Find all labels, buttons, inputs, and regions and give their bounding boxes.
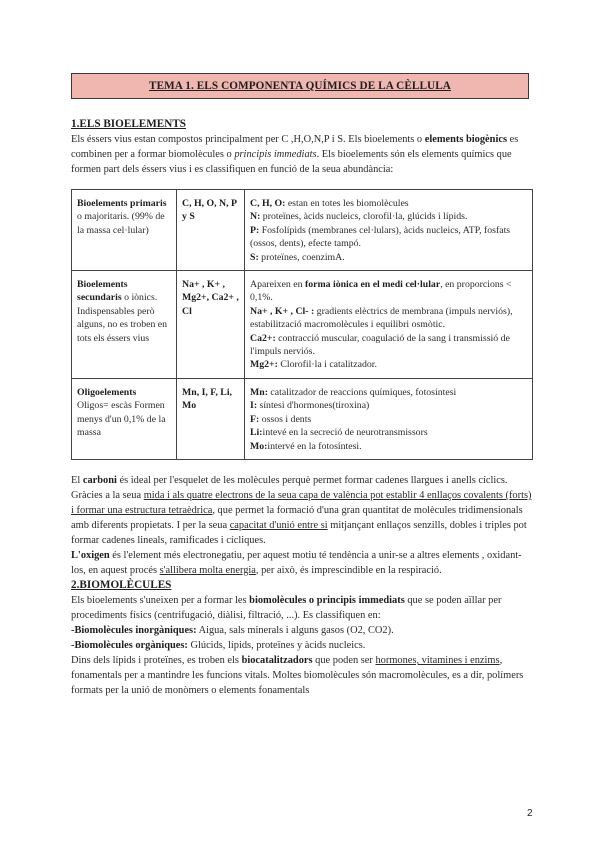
text: síntesi d'hormones(tiroxina): [257, 400, 370, 412]
table-cell: [245, 190, 533, 271]
label: Ca2+:: [250, 332, 276, 344]
page-number: 2: [527, 808, 533, 819]
text: , en proporcions < 0,1%.: [250, 279, 512, 304]
text: , fonamentals per a mantindre les funcions vitals. Moltes biomolècules són macromolècules, es a dir, polímers formats per la unió de monòmers o elements fonamentals: [71, 655, 524, 696]
cell-line: [250, 358, 528, 371]
cell-line: [250, 440, 528, 453]
cell-line: [250, 224, 528, 251]
biocatalysts-paragraph: [71, 653, 533, 698]
cell-line: [250, 386, 528, 399]
text: mitjançant enllaços senzills, dobles i triples pot formar cadenes lineals, ramificades i cícliques.: [71, 520, 527, 546]
label: P:: [250, 224, 260, 236]
carbon-paragraph: [71, 473, 533, 548]
table-cell: [72, 190, 177, 271]
row-name: Oligoelements: [77, 386, 137, 398]
inorganic-item: [71, 623, 533, 638]
bold-term: elements biogènics: [424, 134, 507, 145]
label: Mg2+:: [250, 359, 278, 371]
italic-term: principis immediats: [234, 149, 317, 160]
text: estan en totes les biomolècules: [285, 198, 409, 209]
intro-paragraph: [71, 132, 533, 177]
table-cell: [72, 378, 177, 459]
section-heading-bioelements: 1.ELS BIOELEMENTS: [71, 118, 187, 130]
text: gradients elèctrics de membrana (impuls nerviós), estabilització macromolècules i equilibri osmòtic.: [250, 305, 513, 331]
underlined-text: hormones, vitamines i enzims: [375, 655, 500, 666]
cell-line: [250, 399, 528, 412]
table-row: [72, 271, 533, 379]
text: ossos i dents: [259, 413, 312, 425]
bioelements-table: [71, 189, 533, 460]
text: Clorofil·la i catalitzador.: [277, 359, 377, 371]
row-desc: Oligos= escàs Formen menys d'un 0,1% de la massa: [77, 400, 166, 439]
cell-line: [250, 197, 528, 210]
label: F:: [250, 413, 260, 425]
biomolecules-intro: [71, 593, 533, 623]
cell-line: [250, 305, 528, 332]
cell-line: [250, 332, 528, 359]
text: , per això, és imprescindible en la respiració.: [255, 565, 442, 576]
oxygen-paragraph: [71, 548, 533, 578]
label: S:: [250, 251, 259, 263]
text: es combinen per a formar biomolècules o: [71, 134, 519, 160]
bold-term: -Biomolècules inorgàniques:: [71, 625, 197, 636]
text: , que permet la formació d'una gran quantitat de molècules tridimensionals amb diferents propietats. I per la seua: [71, 505, 523, 531]
underlined-text: s'allibera molta energia: [159, 565, 256, 576]
text: contracció muscular, coagulació de la sang i transmissió de l'impuls nerviós.: [250, 332, 510, 358]
text: . Els bioelements són els elements químics que formen part dels éssers vius i es classifiquen en funció de la seua abundància:: [71, 149, 512, 175]
text: Apareixen en: [250, 279, 305, 291]
text: Dins dels lípids i proteïnes, es troben els: [71, 655, 242, 666]
row-name: Bioelements secundaris: [77, 279, 128, 304]
text: Aigua, sals minerals i alguns gasos (O2, CO2).: [196, 625, 394, 636]
text: proteïnes, àcids nucleics, clorofil·la, glúcids i lípids.: [260, 211, 468, 223]
bold-term: carboni: [82, 475, 117, 486]
text: intevé en la secreció de neurotransmissors: [262, 427, 428, 439]
text: és ideal per l'esquelet de les molècules perquè permet formar cadenes llargues i anells cíclics. Gràcies a la seua: [71, 475, 508, 501]
label: C, H, O:: [250, 198, 286, 209]
label: I:: [250, 400, 258, 412]
bold-term: L'oxigen: [71, 550, 110, 561]
section-bioelements: [71, 117, 533, 177]
cell-line: [250, 251, 528, 264]
text: és l'element més electronegatiu, per aquest motiu té tendència a unir-se a altres elements , oxidant-los, en aquest procés: [71, 550, 522, 576]
cell-line: [250, 426, 528, 439]
label: Li:: [250, 427, 263, 439]
text: intervé en la fotosíntesi.: [267, 440, 362, 452]
row-desc: o majoritaris. (99% de la massa cel·lular): [77, 211, 165, 236]
table-row: [72, 190, 533, 271]
table-cell: Na+ , K+ , Mg2+, Ca2+ , Cl: [177, 271, 245, 379]
cell-line: [250, 210, 528, 223]
underlined-text: mida i als quatre electrons de la seua capa de valència pot establir 4 enllaços covalents (forts) i formar una estructura tetraèdrica: [71, 490, 532, 516]
bold-term: biomolècules o principis immediats: [249, 595, 405, 606]
cell-line: [250, 413, 528, 426]
bold-term: -Biomolècules orgàniques:: [71, 640, 188, 651]
text: Els bioelements s'uneixen per a formar les: [71, 595, 250, 606]
table-cell: [245, 378, 533, 459]
label: N:: [250, 211, 261, 223]
label: Mn:: [250, 386, 268, 398]
underlined-text: capacitat d'unió entre si: [229, 520, 328, 531]
text: El: [71, 475, 83, 486]
page-title: TEMA 1. ELS COMPONENTA QUÍMICS DE LA CÈLLULA: [149, 80, 451, 92]
cell-line: [250, 278, 528, 305]
label: Na+ , K+ , Cl- :: [250, 305, 315, 317]
text: catalitzador de reaccions químiques, fotosíntesi: [267, 386, 457, 398]
bold-term: forma iònica en el medi cel·lular: [304, 279, 441, 291]
label: Mo:: [250, 440, 268, 452]
text: que se poden aïllar per procediments físics (centrifugació, diàlisi, filtració, ...). Es classifiquen en:: [71, 595, 502, 621]
row-name: Bioelements primaris: [77, 198, 167, 209]
table-cell: Mn, I, F, Li, Mo: [177, 378, 245, 459]
table-cell: [245, 271, 533, 379]
title-banner: [71, 73, 529, 99]
text: proteïnes, coenzimA.: [258, 251, 345, 263]
table-row: [72, 378, 533, 459]
text: Els éssers vius estan compostos principalment per C ,H,O,N,P i S. Els bioelements o: [71, 134, 425, 145]
section-heading-biomolecules: 2.BIOMOLÈCULES: [71, 579, 172, 591]
text: Glúcids, lípids, proteïnes y àcids nucleics.: [187, 640, 366, 651]
text: Fosfolípids (membranes cel·lulars), àcids nucleics, ATP, fosfats (ossos, dents), efecte tampó.: [250, 224, 511, 250]
carbon-oxygen-section: [71, 473, 533, 698]
table-cell: C, H, O, N, P y S: [177, 190, 245, 271]
organic-item: [71, 638, 533, 653]
bold-term: biocatalitzadors: [241, 655, 313, 666]
table-cell: [72, 271, 177, 379]
row-desc: o iònics. Indispensables però alguns, no es troben en tots els éssers vius: [77, 292, 168, 344]
text: que poden ser: [312, 655, 376, 666]
